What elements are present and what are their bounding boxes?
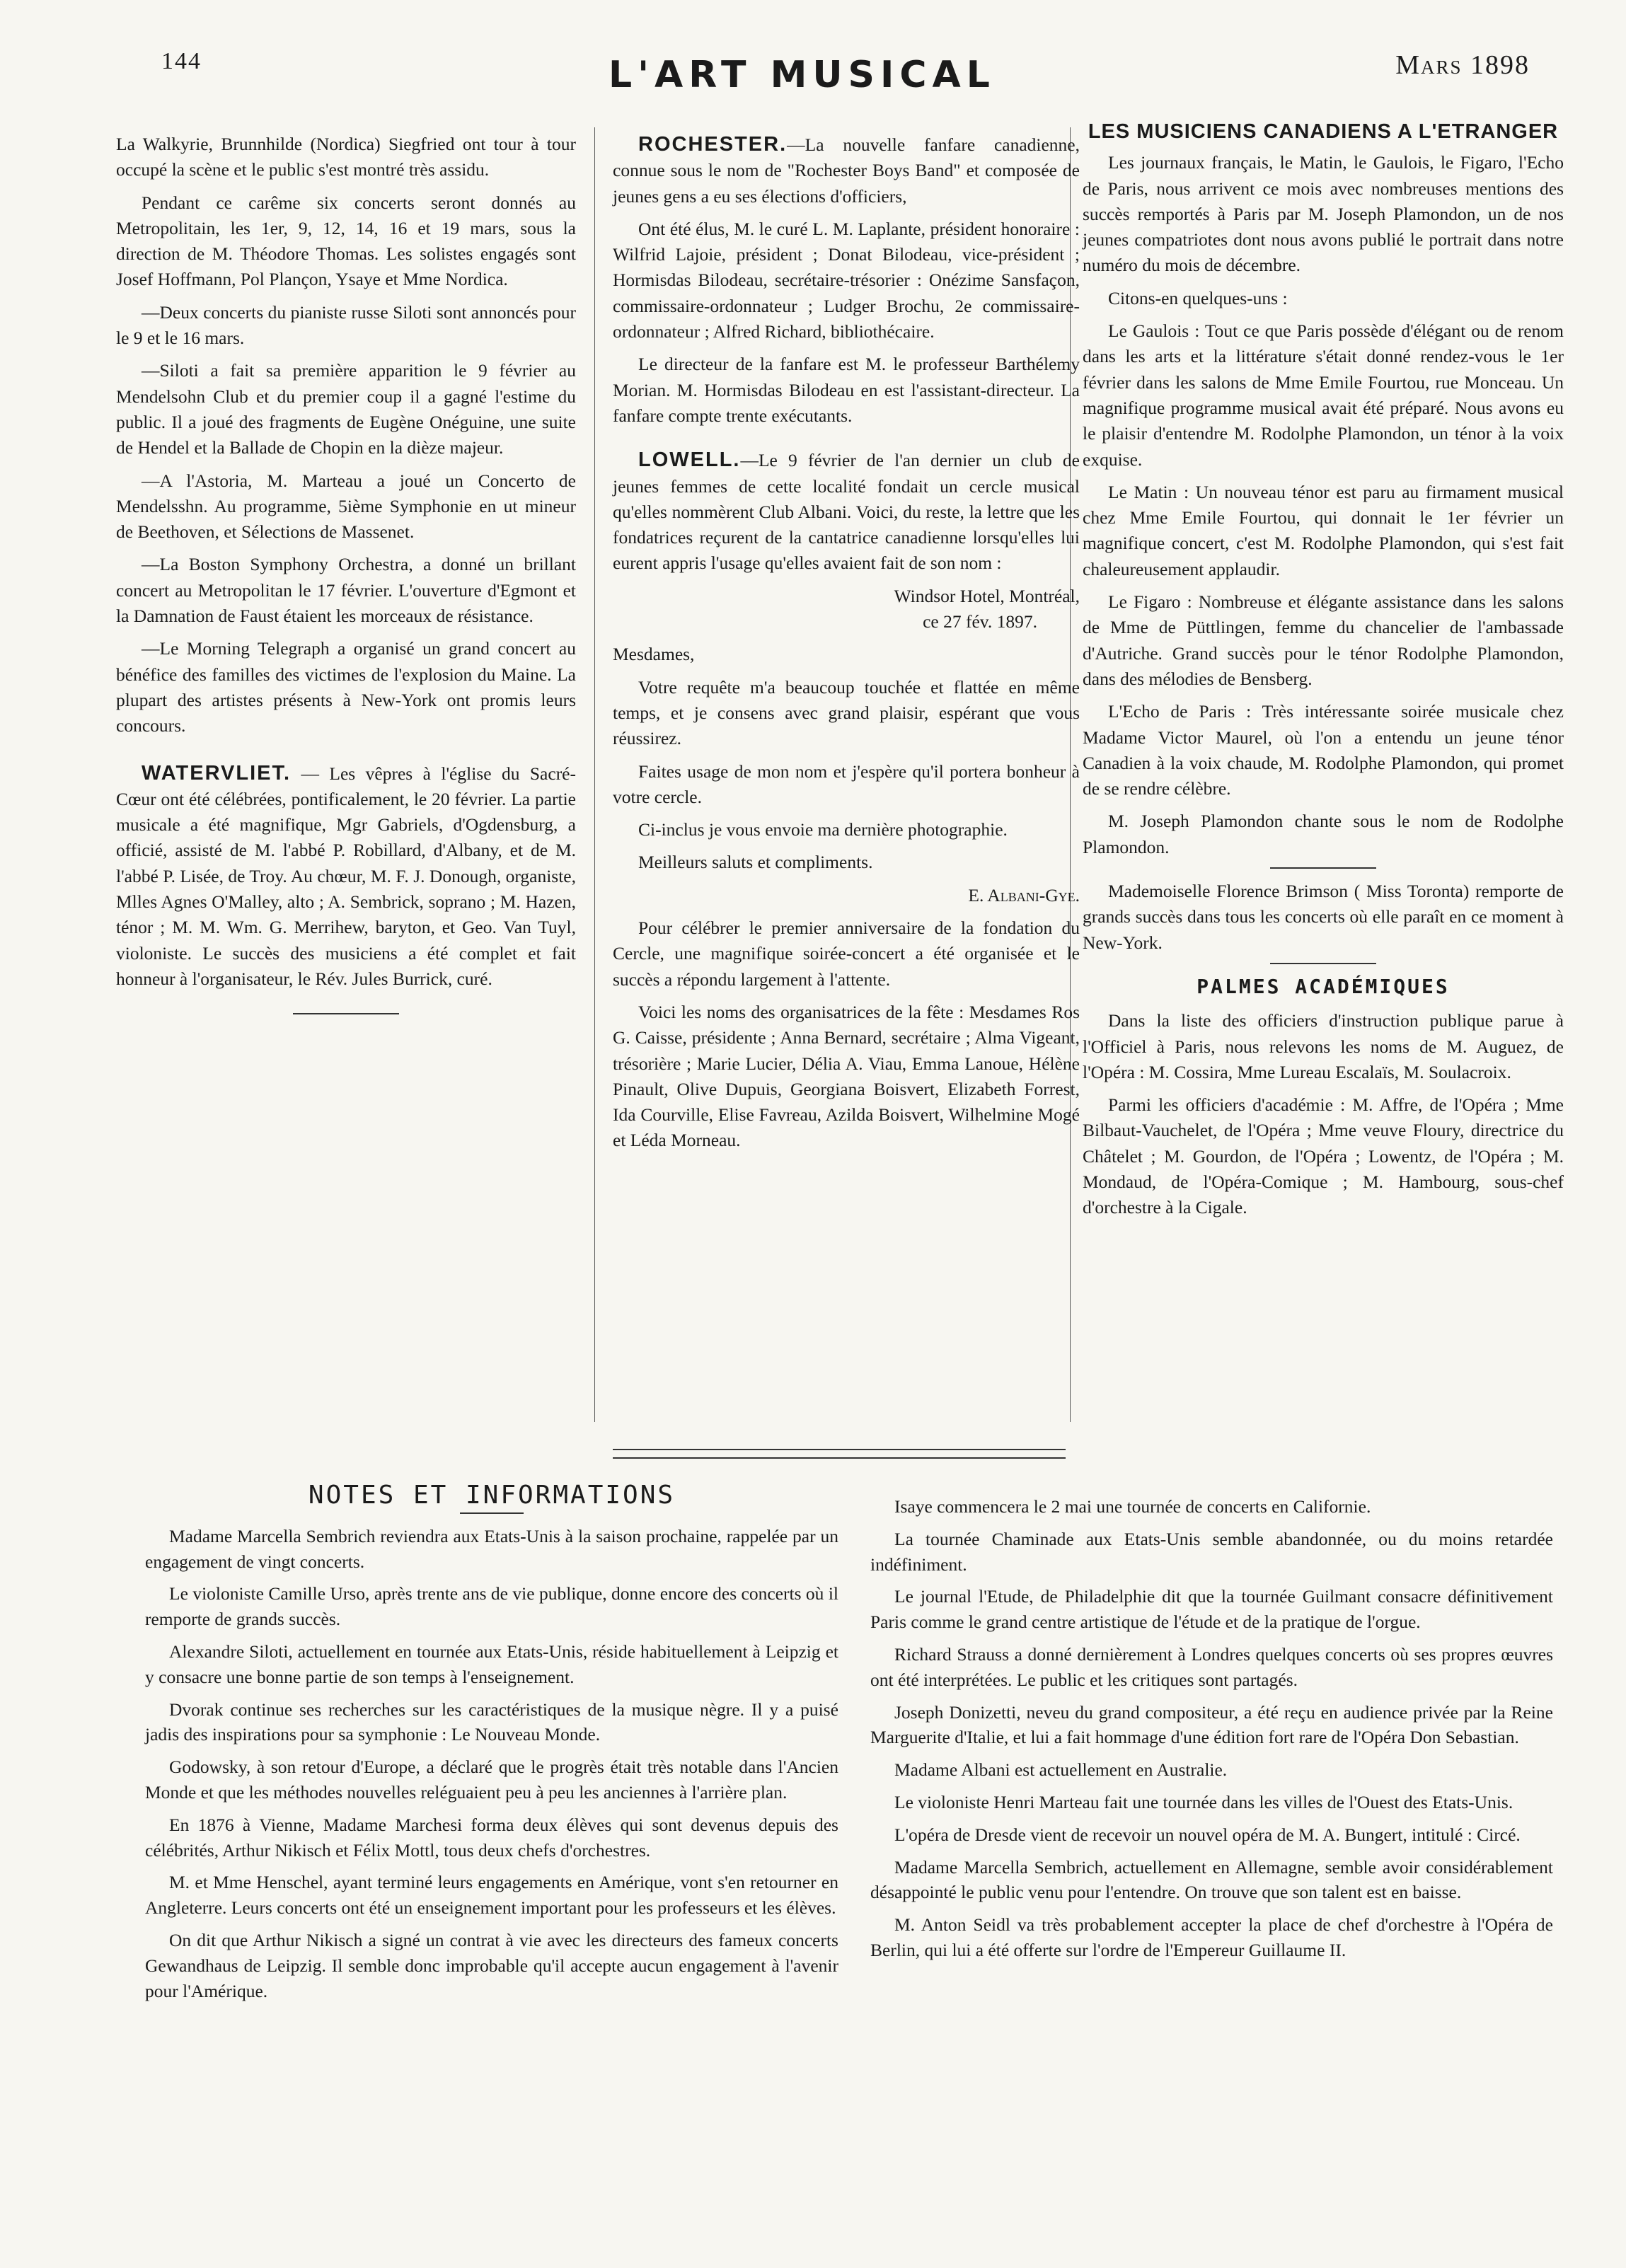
divider (1270, 963, 1376, 964)
issue-date: Mars 1898 (1395, 50, 1530, 80)
masthead-title: L'ART MUSICAL (609, 54, 996, 96)
paragraph: —La Boston Symphony Orchestra, a donné un brillant concert au Metropolitan le 17 février. L'ouverture d'Egmont et la Damnation de Faust étaient les morceaux de résistance. (116, 554, 576, 627)
lowell-heading: LOWELL. (638, 449, 741, 472)
paragraph: L'Echo de Paris : Très intéressante soirée musicale chez Madame Victor Maurel, où l'on a entendu un jeune ténor Canadien à la voix chaude, M. Rodolphe Plamondon, qui promet de se rendre célèbre. (1083, 701, 1564, 799)
note-item: On dit que Arthur Nikisch a signé un contrat à vie avec les directeurs des fameux concerts Gewandhaus de Leipzig. Il semble donc improbable qu'il accepte aucun engagement à l'avenir pour l'Amérique. (145, 1929, 838, 2001)
paragraph: Ci-inclus je vous envoie ma dernière photographie. (638, 819, 1008, 840)
divider (293, 1013, 399, 1014)
watervliet-body: — Les vêpres à l'église du Sacré-Cœur ont été célébrées, pontificalement, le 20 février. La partie musicale a été magnifique, Mgr Gabriels, d'Ogdensburg, a officié, assisté de M. l'abbé P. Robillard, d'Albany, et de M. l'abbé P. Lisée, de Troy. Au chœur, M. F. J. Donough, organiste, Mlles Agnes O'Malley, alto ; A. Sembrick, soprano ; M. Hazen, ténor ; M. M. Wm. G. Merrihew, baryton, et Geo. Van Tuyl, violoniste. Le succès des musiciens a été complet et fait honneur à l'organisateur, le Rév. Jules Burrick, curé. (116, 763, 576, 989)
letter-place: Windsor Hotel, Montréal, (894, 585, 1080, 606)
column-3 (1083, 119, 1564, 1228)
note-item: M. et Mme Henschel, ayant terminé leurs engagements en Amérique, vont s'en retourner en Angleterre. Leurs concerts ont été un enseignement important pour les professeurs et les élèves. (145, 1872, 838, 1919)
rochester-body: —La nouvelle fanfare canadienne, connue sous le nom de "Rochester Boys Band" et composée de jeunes gens a eu ses élections d'officiers, (613, 134, 1080, 207)
paragraph: Pendant ce carême six concerts seront donnés au Metropolitain, les 1er, 9, 12, 14, 16 et 19 mars, sous la direction de M. Théodore Thomas. Les solistes engagés sont Josef Hoffmann, Pol Plançon, Ysaye et Mme Nordica. (116, 192, 576, 290)
watervliet-heading: WATERVLIET. (142, 761, 292, 785)
note-item: En 1876 à Vienne, Madame Marchesi forma deux élèves qui sont devenus depuis des célébrités, Arthur Nikisch et Félix Mottl, tous deux chefs d'orchestres. (145, 1814, 838, 1861)
paragraph: Les journaux français, le Matin, le Gaulois, le Figaro, l'Echo de Paris, nous arrivent ce mois avec nombreuses mentions des succès remportés à Paris par M. Joseph Plamondon, un de nos jeunes compatriotes dont nous avons publié le portrait dans notre numéro du mois de décembre. (1083, 152, 1564, 276)
note-item: L'opéra de Dresde vient de recevoir un nouvel opéra de M. A. Bungert, intitulé : Circé. (894, 1824, 1521, 1845)
rochester-heading: ROCHESTER. (638, 133, 788, 156)
divider (1270, 867, 1376, 869)
note-item: Godowsky, à son retour d'Europe, a déclaré que le progrès était très notable dans l'Ancien Monde et que les méthodes nouvelles reléguaient peu à peu les anciennes à l'arrière plan. (145, 1757, 838, 1803)
paragraph: —Deux concerts du pianiste russe Siloti sont annoncés pour le 9 et le 16 mars. (116, 301, 576, 349)
note-item: Le violoniste Camille Urso, après trente ans de vie publique, donne encore des concerts où il remporte de grands succès. (145, 1583, 838, 1630)
paragraph: Faites usage de mon nom et j'espère qu'il portera bonheur à votre cercle. (613, 760, 1080, 807)
note-item: La tournée Chaminade aux Etats-Unis semble abandonnée, ou du moins retardée indéfiniment. (870, 1528, 1553, 1575)
section-rochester (613, 132, 1080, 209)
paragraph: Mademoiselle Florence Brimson ( Miss Toronta) remporte de grands succès dans tous les concerts où elle paraît en ce moment à New-York. (1083, 881, 1564, 953)
paragraph: M. Joseph Plamondon chante sous le nom de Rodolphe Plamondon. (1083, 811, 1564, 857)
note-item: Joseph Donizetti, neveu du grand compositeur, a été reçu en audience privée par la Reine Marguerite d'Italie, et lui a fait hommage d'une édition fort rare de l'Opéra Don Sebastian. (870, 1701, 1553, 1748)
paragraph: Pour célébrer le premier anniversaire de la fondation du Cercle, une magnifique soirée-concert a été organisée et le succès a répondu largement à l'attente. (613, 918, 1080, 990)
divider (460, 1512, 524, 1514)
page-number: 144 (161, 48, 202, 74)
paragraph: Le Figaro : Nombreuse et élégante assistance dans les salons de Mme de Püttlingen, femme du chancelier de l'ambassade d'Autriche. Grand succès pour le ténor Rodolphe Plamondon, dans des mélodies de Bensberg. (1083, 591, 1564, 689)
paragraph: —Siloti a fait sa première apparition le 9 février au Mendelsohn Club et du premier coup il a gagné l'estime du public. Il a joué des fragments de Eugène Onéguine, une suite de Hendel et la Ballade de Chopin en la dièze majeur. (116, 360, 576, 458)
column-1 (116, 132, 576, 1019)
section-heading: LES MUSICIENS CANADIENS A L'ETRANGER (1088, 120, 1559, 143)
paragraph: Meilleurs saluts et compliments. (638, 852, 873, 873)
section-rule (613, 1449, 1066, 1450)
paragraph: La Walkyrie, Brunnhilde (Nordica) Siegfried ont tour à tour occupé la scène et le public s'est montré très assidu. (116, 134, 576, 180)
column-rule (594, 127, 595, 1422)
note-item: Richard Strauss a donné dernièrement à Londres quelques concerts où ses propres œuvres ont été interprétées. Le public et les critiques sont partagés. (870, 1643, 1553, 1690)
note-item: Madame Marcella Sembrich, actuellement en Allemagne, semble avoir considérablement désappointé le public venu pour l'entendre. On trouve que son talent est en baisse. (870, 1856, 1553, 1903)
paragraph: Votre requête m'a beaucoup touchée et flattée en même temps, et je consens avec grand plaisir, espérant que vous réussirez. (613, 676, 1080, 749)
paragraph: Le Matin : Un nouveau ténor est paru au firmament musical chez Mme Emile Fourtou, qui donnait le 1er février un magnifique concert, c'est M. Rodolphe Plamondon, qui s'est fait chaleureusement applaudir. (1083, 481, 1564, 579)
section-rule (613, 1457, 1066, 1459)
note-item: Madame Albani est actuellement en Australie. (894, 1759, 1228, 1781)
paragraph: —Le Morning Telegraph a organisé un grand concert au bénéfice des familles des victimes de l'explosion du Maine. La plupart des artistes présents à New-York ont promis leurs concours. (116, 638, 576, 736)
paragraph: —A l'Astoria, M. Marteau a joué un Concerto de Mendelsshn. Au programme, 5ième Symphonie en ut mineur de Beethoven, et Sélections de Massenet. (116, 470, 576, 543)
paragraph: Voici les noms des organisatrices de la fête : Mesdames Ros G. Caisse, présidente ; Anna Bernard, secrétaire ; Alma Vigeant, trésorière ; Marie Lucier, Délia A. Viau, Emma Lanoue, Hélène Pinault, Olive Dupuis, Georgiana Boisvert, Elizabeth Forrest, Ida Courville, Elise Favreau, Azilda Boisvert, Wilhelmine Mogé et Léda Morneau. (613, 1001, 1080, 1151)
letter-signature: E. Albani-Gye. (968, 884, 1080, 906)
paragraph: Dans la liste des officiers d'instruction publique parue à l'Officiel à Paris, nous relevons les noms de M. Auguez, de l'Opéra : M. Cossira, Mme Lureau Escalaïs, M. Soulacroix. (1083, 1010, 1564, 1082)
notes-right-column (870, 1494, 1553, 1970)
section-lowell (613, 447, 1080, 576)
paragraph: Citons-en quelques-uns : (1108, 287, 1288, 308)
letter-date: ce 27 fév. 1897. (923, 611, 1037, 632)
paragraph: Parmi les officiers d'académie : M. Affre, de l'Opéra ; Mme Bilbaut-Vauchelet, de l'Opéra ; Mme veuve Floury, directrice du Châtelet ; M. Gourdon, de l'Opéra ; Lowentz, de l'Opéra ; M. Mondaud, de l'Opéra-Comique ; M. Hambourg, sous-chef d'orchestre à la Cigale. (1083, 1094, 1564, 1218)
notes-left-column (145, 1483, 838, 2010)
section-watervliet (116, 760, 576, 993)
note-item: Isaye commencera le 2 mai une tournée de concerts en Californie. (894, 1496, 1371, 1517)
column-2 (613, 132, 1080, 1161)
notes-heading: NOTES ET INFORMATIONS (308, 1481, 676, 1510)
note-item: M. Anton Seidl va très probablement accepter la place de chef d'orchestre à l'Opéra de Berlin, qui lui a été offerte sur l'ordre de l'Empereur Guillaume II. (870, 1914, 1553, 1960)
palmes-heading: PALMES ACADÉMIQUES (1197, 974, 1450, 998)
note-item: Dvorak continue ses recherches sur les caractéristiques de la musique nègre. Il y a puisé jadis des inspirations pour sa symphonie : Le Nouveau Monde. (145, 1699, 838, 1745)
note-item: Le journal l'Etude, de Philadelphie dit que la tournée Guilmant consacre définitivement Paris comme le grand centre artistique de l'étude et de la pratique de l'orgue. (870, 1586, 1553, 1633)
paragraph: Ont été élus, M. le curé L. M. Laplante, président honoraire : Wilfrid Lajoie, président ; Donat Bilodeau, vice-président ; Hormisdas Bilodeau, secrétaire-trésorier : Onézime Sansfaçon, commissaire-ordonnateur ; Ludger Brochu, 2e commissaire-ordonnateur ; Alfred Richard, bibliothécaire. (613, 218, 1080, 342)
paragraph: Le Gaulois : Tout ce que Paris possède d'élégant ou de renom dans les arts et la littérature s'était donné rendez-vous le 1er février dans les salons de Mme Emile Fourtou, rue Monceau. Un magnifique programme musical avait été préparé. Nous avons eu le plaisir d'entendre M. Rodolphe Plamondon, un ténor à la voix exquise. (1083, 320, 1564, 470)
letter-salutation: Mesdames, (613, 644, 695, 665)
note-item: Alexandre Siloti, actuellement en tournée aux Etats-Unis, réside habituellement à Leipzig et y consacre une bonne partie de son temps à l'enseignement. (145, 1641, 838, 1687)
paragraph: Le directeur de la fanfare est M. le professeur Barthélemy Morian. M. Hormisdas Bilodeau en est l'assistant-directeur. La fanfare compte trente exécutants. (613, 354, 1080, 426)
note-item: Le violoniste Henri Marteau fait une tournée dans les villes de l'Ouest des Etats-Unis. (894, 1791, 1513, 1812)
note-item: Madame Marcella Sembrich reviendra aux Etats-Unis à la saison prochaine, rappelée par un engagement de vingt concerts. (145, 1525, 838, 1572)
lowell-body: —Le 9 février de l'an dernier un club de jeunes femmes de cette localité fondait un cercle musical qu'elles nommèrent Club Albani. Voici, du reste, la lettre que les fondatrices reçurent de la cantatrice canadienne lorsqu'elles lui eurent appris l'usage qu'elles avaient fait de son nom : (613, 450, 1080, 574)
